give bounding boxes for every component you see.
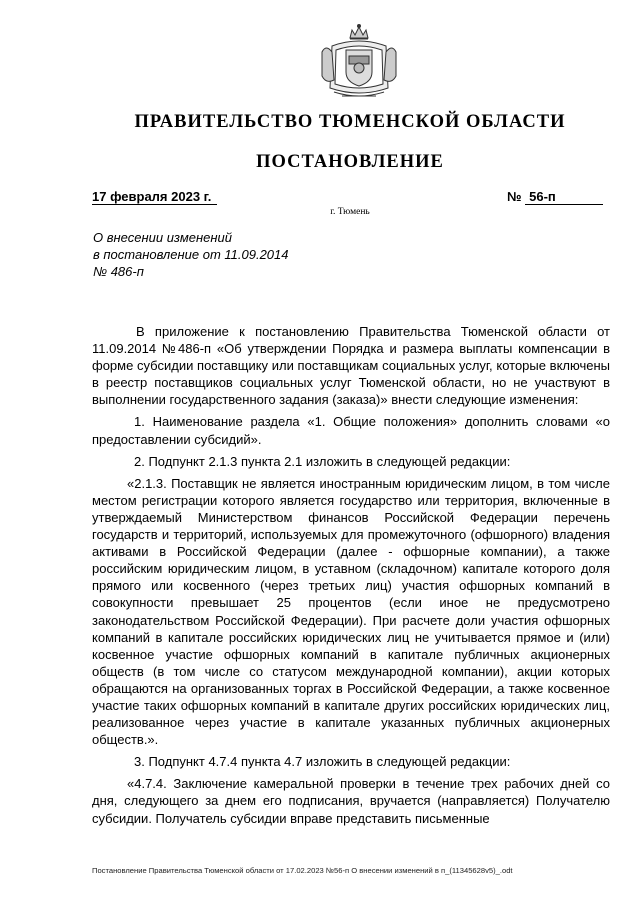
document-number: 56-п (525, 189, 603, 205)
document-type-title: ПОСТАНОВЛЕНИЕ (256, 152, 444, 172)
body-paragraph: «4.7.4. Заключение камеральной проверки в течение трех рабочих дней со дня, следующего за днем его подписания, вручается (направляется) Получателю субсидии. Получатель субсидии вправе представить письменные (92, 776, 610, 826)
body-paragraph: 2. Подпункт 2.1.3 пункта 2.1 изложить в следующей редакции: (134, 453, 511, 469)
body-paragraph: «2.1.3. Поставщик не является иностранным юридическим лицом, в том числе местом регистрации которого является государство или территория, включенные в утверждаемый Министерством финансов Российской Федерации перечень государств и территорий, используемых для промежуточного (офшорного) владения активами в Российской Федерации (далее - офшорные компании), а также российским юридическим лицом, в уставном (складочном) капитале которого доля прямого или косвенного (через третьих лиц) участия офшорных компаний в совокупности превышает 25 процентов (если иное не предусмотрено законодательством Российской Федерации). При расчете доли участия офшорных компаний в капитале российских юридических лиц не учитывается прямое и (или) косвенное участие офшорных компаний в капитале публичных акционерных обществ (в том числе со статусом международной компании), акции которых обращаются на организованных торгах в Российской Федерации, а также косвенное участие таких офшорных компаний в капитале других российских юридических лиц, реализованное через участие в капитале указанных публичных акционерных обществ.». (92, 475, 610, 748)
subject-line: № 486-п (93, 264, 144, 279)
page-footer: Постановление Правительства Тюменской области от 17.02.2023 №56-п О внесении изменений в п_(11345628v5)_.odt (92, 866, 513, 875)
organization-title: ПРАВИТЕЛЬСТВО ТЮМЕНСКОЙ ОБЛАСТИ (134, 112, 566, 132)
subject-line: О внесении изменений (93, 230, 232, 245)
subject-line: в постановление от 11.09.2014 (93, 247, 289, 262)
document-date: 17 февраля 2023 г. (92, 189, 217, 205)
body-paragraph: 1. Наименование раздела «1. Общие положения» дополнить словами «о предоставлении субсидий». (92, 414, 610, 447)
document-number-field (507, 189, 603, 205)
body-paragraph: В приложение к постановлению Правительства Тюменской области от 11.09.2014 №486-п «Об утверждении Порядка и размера выплаты компенсации в форме субсидии поставщику или поставщикам социальных услуг, которые включены в реестр поставщиков социальных услуг Тюменской области, но не участвуют в выполнении государственного задания (заказа)» внести следующие изменения: (92, 324, 610, 408)
document-body (92, 323, 610, 832)
coat-of-arms-emblem (316, 22, 402, 102)
document-subject (93, 229, 333, 280)
body-paragraph: 3. Подпункт 4.7.4 пункта 4.7 изложить в следующей редакции: (134, 754, 511, 770)
city-label: г. Тюмень (330, 207, 370, 217)
number-prefix: № (507, 189, 522, 204)
